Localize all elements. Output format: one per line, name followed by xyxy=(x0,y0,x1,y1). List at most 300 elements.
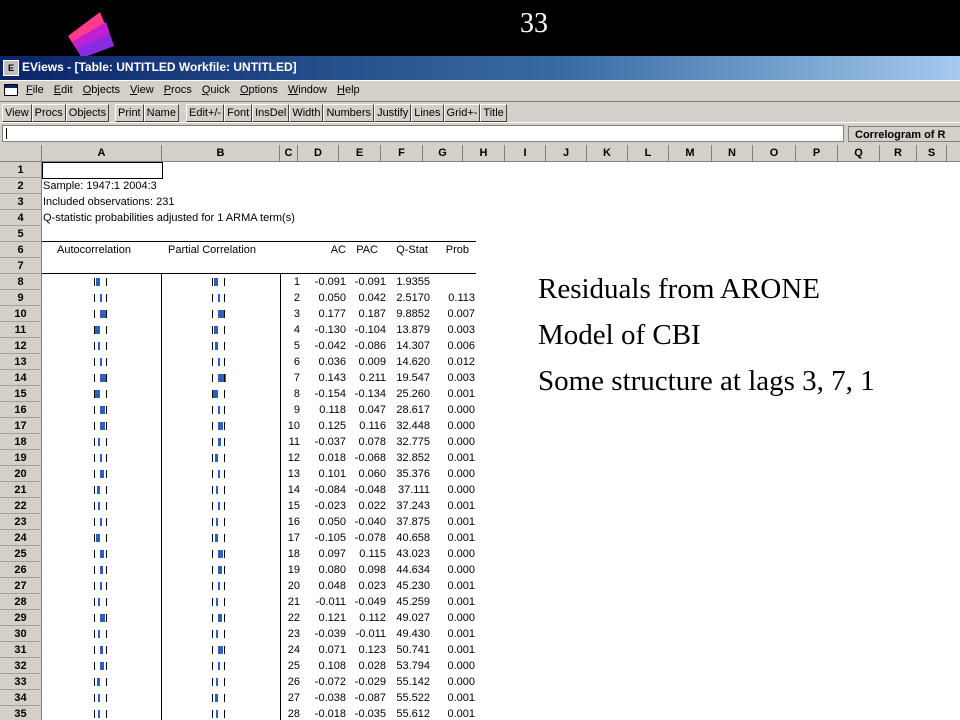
column-header-e[interactable]: E xyxy=(339,145,381,161)
toolbar-title-button[interactable]: Title xyxy=(480,104,506,122)
row-header[interactable]: 21 xyxy=(0,482,42,498)
ac-bound-right xyxy=(106,678,107,686)
pac-bar xyxy=(218,470,220,478)
ac-bound-right xyxy=(106,646,107,654)
column-header-j[interactable]: J xyxy=(546,145,587,161)
ac-bar xyxy=(100,294,102,302)
lag-value: 1 xyxy=(293,276,300,288)
ac-value: -0.023 xyxy=(314,500,346,512)
ac-bound-left xyxy=(94,422,95,430)
pac-value: 0.047 xyxy=(358,404,386,416)
ac-value: -0.011 xyxy=(315,596,346,608)
row-header[interactable]: 15 xyxy=(0,386,42,402)
ac-value: 0.121 xyxy=(318,612,346,624)
qstat-value: 37.875 xyxy=(396,516,430,528)
ac-bound-left xyxy=(94,470,95,478)
column-header-q[interactable]: Q xyxy=(838,145,880,161)
pac-value: 0.187 xyxy=(358,308,386,320)
ac-bound-left xyxy=(94,374,95,382)
ac-bound-right xyxy=(106,390,107,398)
qstat-value: 45.259 xyxy=(396,596,430,608)
toolbar-font-button[interactable]: Font xyxy=(224,104,252,122)
row-header[interactable]: 25 xyxy=(0,546,42,562)
prob-value: 0.000 xyxy=(447,420,475,432)
lag-value: 5 xyxy=(293,340,300,352)
pac-bar xyxy=(216,678,218,686)
row-header[interactable]: 34 xyxy=(0,690,42,706)
pac-bound-left xyxy=(212,598,213,606)
pac-bar xyxy=(216,486,218,494)
qstat-value: 49.027 xyxy=(396,612,430,624)
row-header[interactable]: 35 xyxy=(0,706,42,720)
pac-bound-right xyxy=(224,710,225,718)
ac-value: -0.018 xyxy=(314,708,346,720)
ac-value: -0.130 xyxy=(314,324,346,336)
row-header[interactable]: 27 xyxy=(0,578,42,594)
cell-edit-input[interactable] xyxy=(2,125,844,142)
ac-value: 0.018 xyxy=(318,452,346,464)
ac-value: 0.177 xyxy=(318,308,346,320)
column-header-b[interactable]: B xyxy=(162,145,280,161)
pac-bar xyxy=(218,406,220,414)
row-header[interactable]: 6 xyxy=(0,242,42,258)
ac-value: -0.042 xyxy=(314,340,346,352)
ac-bound-right xyxy=(106,582,107,590)
table-row xyxy=(0,242,960,258)
ac-value: -0.037 xyxy=(314,436,346,448)
pac-bar xyxy=(214,326,218,334)
pac-bar xyxy=(216,630,218,638)
qstat-value: 2.5170 xyxy=(396,292,430,304)
lag-value: 24 xyxy=(287,644,300,656)
pac-bar xyxy=(218,646,223,654)
ac-bound-left xyxy=(94,678,95,686)
pac-bound-right xyxy=(224,630,225,638)
toolbar-numbers-button[interactable]: Numbers xyxy=(323,104,374,122)
pac-value: -0.011 xyxy=(355,628,386,640)
menu-quick[interactable]: Quick xyxy=(201,84,230,96)
ac-header: AC xyxy=(330,244,346,256)
ac-bound-right xyxy=(106,662,107,670)
toolbar-grid-button[interactable]: Grid+- xyxy=(444,104,481,122)
ac-bar xyxy=(97,486,100,494)
qstat-value: 19.547 xyxy=(396,372,430,384)
menu-view[interactable]: View xyxy=(130,84,154,96)
pac-bar xyxy=(218,374,226,382)
lag-value: 21 xyxy=(287,596,300,608)
toolbar-name-button[interactable]: Name xyxy=(144,104,179,122)
ac-bound-right xyxy=(106,278,107,286)
pac-bound-right xyxy=(224,326,225,334)
pac-value: 0.211 xyxy=(359,372,386,384)
prob-value: 0.001 xyxy=(447,692,475,704)
slide-annotation xyxy=(538,266,875,404)
prob-value: 0.012 xyxy=(447,356,475,368)
pac-bound-right xyxy=(224,294,225,302)
pac-value: 0.009 xyxy=(358,356,386,368)
pac-bound-right xyxy=(224,598,225,606)
row-header[interactable]: 5 xyxy=(0,226,42,242)
ac-bound-right xyxy=(106,326,107,334)
ac-bound-left xyxy=(94,486,95,494)
ac-bound-right xyxy=(106,694,107,702)
ac-bound-right xyxy=(106,310,107,318)
qstat-note-text: Q-statistic probabilities adjusted for 1 ARMA term(s) xyxy=(43,212,295,224)
pac-bound-left xyxy=(212,438,213,446)
toolbar-procs-button[interactable]: Procs xyxy=(32,104,66,122)
pac-bar xyxy=(218,294,220,302)
pac-bound-left xyxy=(212,406,213,414)
qstat-value: 35.376 xyxy=(396,468,430,480)
row-header[interactable]: 18 xyxy=(0,434,42,450)
table-row xyxy=(0,402,960,418)
ac-bound-right xyxy=(106,342,107,350)
window-title: EViews - [Table: UNTITLED Workfile: UNTITLED] xyxy=(22,60,297,74)
pac-bound-right xyxy=(224,486,225,494)
prob-value: 0.001 xyxy=(447,644,475,656)
ac-bar xyxy=(98,710,100,718)
prob-value: 0.003 xyxy=(447,372,475,384)
prob-header: Prob xyxy=(445,244,469,256)
table-row xyxy=(0,482,960,498)
menu-procs[interactable]: Procs xyxy=(163,84,192,96)
pac-header: PAC xyxy=(356,244,378,256)
ac-bound-right xyxy=(106,614,107,622)
qstat-value: 55.612 xyxy=(396,708,430,720)
prob-value: 0.001 xyxy=(447,516,475,528)
prob-value: 0.001 xyxy=(447,628,475,640)
qstat-value: 9.8852 xyxy=(396,308,430,320)
toolbar-objects-button[interactable]: Objects xyxy=(66,104,109,122)
pac-bound-right xyxy=(224,518,225,526)
menu-window[interactable]: Window xyxy=(287,84,327,96)
ac-bound-left xyxy=(94,694,95,702)
qstat-value: 55.142 xyxy=(396,676,430,688)
ac-value: 0.118 xyxy=(319,404,346,416)
column-header-r[interactable]: R xyxy=(880,145,917,161)
table-row xyxy=(0,434,960,450)
select-all-corner[interactable] xyxy=(0,145,42,161)
pac-bound-right xyxy=(224,694,225,702)
pac-bar xyxy=(215,694,218,702)
pac-bar xyxy=(215,534,218,542)
row-header[interactable]: 20 xyxy=(0,466,42,482)
pac-bound-left xyxy=(212,470,213,478)
pac-value: 0.042 xyxy=(358,292,386,304)
pac-bar xyxy=(218,358,220,366)
column-header-h[interactable]: H xyxy=(463,145,505,161)
toolbar-view-button[interactable]: View xyxy=(2,104,32,122)
column-header-k[interactable]: K xyxy=(587,145,628,161)
ac-value: -0.154 xyxy=(314,388,346,400)
pac-bound-right xyxy=(224,502,225,510)
pac-value: 0.078 xyxy=(358,436,386,448)
row-header[interactable]: 17 xyxy=(0,418,42,434)
row-header[interactable]: 3 xyxy=(0,194,42,210)
row-header[interactable]: 32 xyxy=(0,658,42,674)
row-header[interactable]: 19 xyxy=(0,450,42,466)
pac-bound-left xyxy=(212,278,213,286)
lag-value: 28 xyxy=(287,708,300,720)
ac-value: -0.038 xyxy=(314,692,346,704)
spreadsheet-grid[interactable] xyxy=(0,145,960,720)
lag-value: 16 xyxy=(287,516,300,528)
column-header-g[interactable]: G xyxy=(423,145,463,161)
table-rule xyxy=(42,241,476,242)
row-header[interactable]: 30 xyxy=(0,626,42,642)
ac-bar xyxy=(100,358,102,366)
pac-bar xyxy=(213,390,218,398)
qstat-value: 50.741 xyxy=(396,644,430,656)
prob-value: 0.113 xyxy=(448,292,475,304)
prob-value: 0.000 xyxy=(447,404,475,416)
qstat-value: 28.617 xyxy=(396,404,430,416)
ac-bar xyxy=(100,646,103,654)
lag-value: 17 xyxy=(287,532,300,544)
pac-bar xyxy=(218,422,223,430)
ac-bar xyxy=(98,630,100,638)
table-row xyxy=(0,658,960,674)
column-header-m[interactable]: M xyxy=(669,145,712,161)
column-header-f[interactable]: F xyxy=(381,145,423,161)
column-header-o[interactable]: O xyxy=(753,145,796,161)
column-headers xyxy=(0,145,960,162)
row-header[interactable]: 14 xyxy=(0,370,42,386)
prob-value: 0.000 xyxy=(447,436,475,448)
ac-value: 0.108 xyxy=(318,660,346,672)
pac-bar xyxy=(218,614,222,622)
pac-bound-right xyxy=(224,550,225,558)
row-header[interactable]: 24 xyxy=(0,530,42,546)
pac-value: -0.048 xyxy=(354,484,386,496)
row-header[interactable]: 13 xyxy=(0,354,42,370)
pac-bound-left xyxy=(212,710,213,718)
ac-bound-left xyxy=(94,406,95,414)
column-header-d[interactable]: D xyxy=(298,145,339,161)
ac-bound-right xyxy=(106,630,107,638)
prob-value: 0.000 xyxy=(447,660,475,672)
row-header[interactable]: 2 xyxy=(0,178,42,194)
partial-correlation-header: Partial Correlation xyxy=(168,244,257,256)
pac-bound-right xyxy=(224,278,225,286)
document-icon[interactable] xyxy=(4,84,18,96)
qstat-value: 55.522 xyxy=(396,692,430,704)
ac-bar xyxy=(97,678,100,686)
toolbar-group-print xyxy=(115,104,179,122)
ac-bound-left xyxy=(94,614,95,622)
table-name-field: Correlogram of R xyxy=(848,126,960,142)
title-bar[interactable] xyxy=(0,56,960,80)
ac-bound-right xyxy=(106,294,107,302)
lag-value: 27 xyxy=(287,692,300,704)
prob-value: 0.001 xyxy=(447,596,475,608)
pac-bound-left xyxy=(212,662,213,670)
pac-bound-left xyxy=(212,678,213,686)
pac-bound-left xyxy=(212,614,213,622)
slide-number: 33 xyxy=(520,8,548,39)
pac-bound-left xyxy=(212,486,213,494)
table-row xyxy=(0,626,960,642)
row-header[interactable]: 22 xyxy=(0,498,42,514)
pac-value: -0.091 xyxy=(354,276,386,288)
qstat-header: Q-Stat xyxy=(396,244,428,256)
ac-bar xyxy=(100,566,103,574)
ac-bar xyxy=(100,582,102,590)
lag-value: 6 xyxy=(293,356,300,368)
table-row xyxy=(0,498,960,514)
pac-value: -0.078 xyxy=(354,532,386,544)
prob-value: 0.007 xyxy=(447,308,475,320)
ac-value: -0.084 xyxy=(314,484,346,496)
ac-bar xyxy=(98,502,100,510)
ac-bar xyxy=(100,614,105,622)
pac-value: 0.022 xyxy=(358,500,386,512)
pac-bound-right xyxy=(224,422,225,430)
lag-value: 26 xyxy=(287,676,300,688)
table-row xyxy=(0,466,960,482)
pac-bound-right xyxy=(224,566,225,574)
ac-bound-right xyxy=(106,438,107,446)
column-header-a[interactable]: A xyxy=(42,145,162,161)
ac-value: 0.050 xyxy=(318,292,346,304)
pac-bound-left xyxy=(212,630,213,638)
pac-bound-right xyxy=(224,406,225,414)
autocorrelation-header: Autocorrelation xyxy=(57,244,131,256)
column-header-i[interactable]: I xyxy=(505,145,546,161)
toolbar-width-button[interactable]: Width xyxy=(289,104,323,122)
pac-value: 0.116 xyxy=(359,420,386,432)
column-header-p[interactable]: P xyxy=(796,145,838,161)
row-header[interactable]: 16 xyxy=(0,402,42,418)
lag-value: 11 xyxy=(288,436,300,448)
lag-value: 3 xyxy=(293,308,300,320)
pac-bound-left xyxy=(212,694,213,702)
row-header[interactable]: 9 xyxy=(0,290,42,306)
pac-bound-left xyxy=(212,582,213,590)
pac-bound-right xyxy=(224,342,225,350)
pac-value: -0.087 xyxy=(354,692,386,704)
column-header-n[interactable]: N xyxy=(712,145,753,161)
pac-value: 0.023 xyxy=(358,580,386,592)
toolbar-justify-button[interactable]: Justify xyxy=(374,104,411,122)
prob-value: 0.001 xyxy=(447,452,475,464)
menu-items xyxy=(26,84,370,96)
ac-bound-right xyxy=(106,454,107,462)
pac-value: 0.028 xyxy=(358,660,386,672)
row-header[interactable]: 11 xyxy=(0,322,42,338)
pac-bound-right xyxy=(224,678,225,686)
table-row xyxy=(0,514,960,530)
ac-bound-right xyxy=(106,374,107,382)
lag-value: 22 xyxy=(287,612,300,624)
ac-bound-right xyxy=(106,486,107,494)
ac-value: 0.080 xyxy=(318,564,346,576)
menu-objects[interactable]: Objects xyxy=(82,84,121,96)
row-header[interactable]: 12 xyxy=(0,338,42,354)
row-header[interactable]: 4 xyxy=(0,210,42,226)
ac-bar xyxy=(96,534,100,542)
column-header-c[interactable]: C xyxy=(280,145,298,161)
column-header-l[interactable]: L xyxy=(628,145,669,161)
row-header[interactable]: 28 xyxy=(0,594,42,610)
pac-bound-left xyxy=(212,294,213,302)
ac-bound-left xyxy=(94,278,95,286)
ac-value: 0.036 xyxy=(318,356,346,368)
toolbar-lines-button[interactable]: Lines xyxy=(411,104,443,122)
ac-value: 0.125 xyxy=(318,420,346,432)
ac-bound-left xyxy=(94,582,95,590)
pac-bound-left xyxy=(212,422,213,430)
row-header[interactable]: 26 xyxy=(0,562,42,578)
prob-value: 0.001 xyxy=(447,500,475,512)
row-header[interactable]: 10 xyxy=(0,306,42,322)
pac-bar xyxy=(218,502,220,510)
table-row xyxy=(0,594,960,610)
ac-bound-right xyxy=(106,566,107,574)
selected-cell-a1[interactable] xyxy=(42,162,163,179)
qstat-value: 32.775 xyxy=(396,436,430,448)
pac-bound-right xyxy=(224,454,225,462)
menu-options[interactable]: Options xyxy=(239,84,278,96)
row-header[interactable]: 31 xyxy=(0,642,42,658)
ac-value: -0.105 xyxy=(314,532,346,544)
prob-value: 0.001 xyxy=(447,532,475,544)
toolbar-edit-button[interactable]: Edit+/- xyxy=(186,104,224,122)
pac-bound-right xyxy=(224,646,225,654)
ac-value: -0.091 xyxy=(314,276,346,288)
row-header[interactable]: 29 xyxy=(0,610,42,626)
ac-bound-right xyxy=(106,710,107,718)
row-header[interactable]: 7 xyxy=(0,258,42,274)
ac-bound-right xyxy=(106,502,107,510)
pac-bound-right xyxy=(224,310,225,318)
pac-bar xyxy=(216,598,218,606)
ac-bound-left xyxy=(94,438,95,446)
lag-value: 7 xyxy=(293,372,300,384)
pac-bound-right xyxy=(224,374,225,382)
toolbar-group-view xyxy=(2,104,109,122)
row-header[interactable]: 8 xyxy=(0,274,42,290)
pac-bound-left xyxy=(212,566,213,574)
eviews-app-icon[interactable]: E xyxy=(3,60,19,76)
qstat-value: 43.023 xyxy=(396,548,430,560)
prob-value: 0.003 xyxy=(447,324,475,336)
row-header[interactable]: 23 xyxy=(0,514,42,530)
pac-value: 0.123 xyxy=(358,644,386,656)
pac-bound-left xyxy=(212,342,213,350)
sample-text: Sample: 1947:1 2004:3 xyxy=(43,180,157,192)
lag-value: 19 xyxy=(287,564,300,576)
column-header-s[interactable]: S xyxy=(917,145,947,161)
row-header[interactable]: 1 xyxy=(0,162,42,178)
pac-bound-left xyxy=(212,454,213,462)
menu-help[interactable]: Help xyxy=(337,84,360,96)
table-row xyxy=(0,562,960,578)
lag-value: 14 xyxy=(287,484,300,496)
pac-bound-right xyxy=(224,662,225,670)
ac-bound-left xyxy=(94,310,95,318)
toolbar-print-button[interactable]: Print xyxy=(115,104,144,122)
ac-bar xyxy=(100,662,104,670)
menu-edit[interactable]: Edit xyxy=(53,84,73,96)
toolbar-insdel-button[interactable]: InsDel xyxy=(252,104,289,122)
ac-bound-left xyxy=(94,534,95,542)
row-header[interactable]: 33 xyxy=(0,674,42,690)
menu-file[interactable]: File xyxy=(26,84,44,96)
table-row xyxy=(0,450,960,466)
ac-bound-right xyxy=(106,518,107,526)
ac-bound-left xyxy=(94,326,95,334)
